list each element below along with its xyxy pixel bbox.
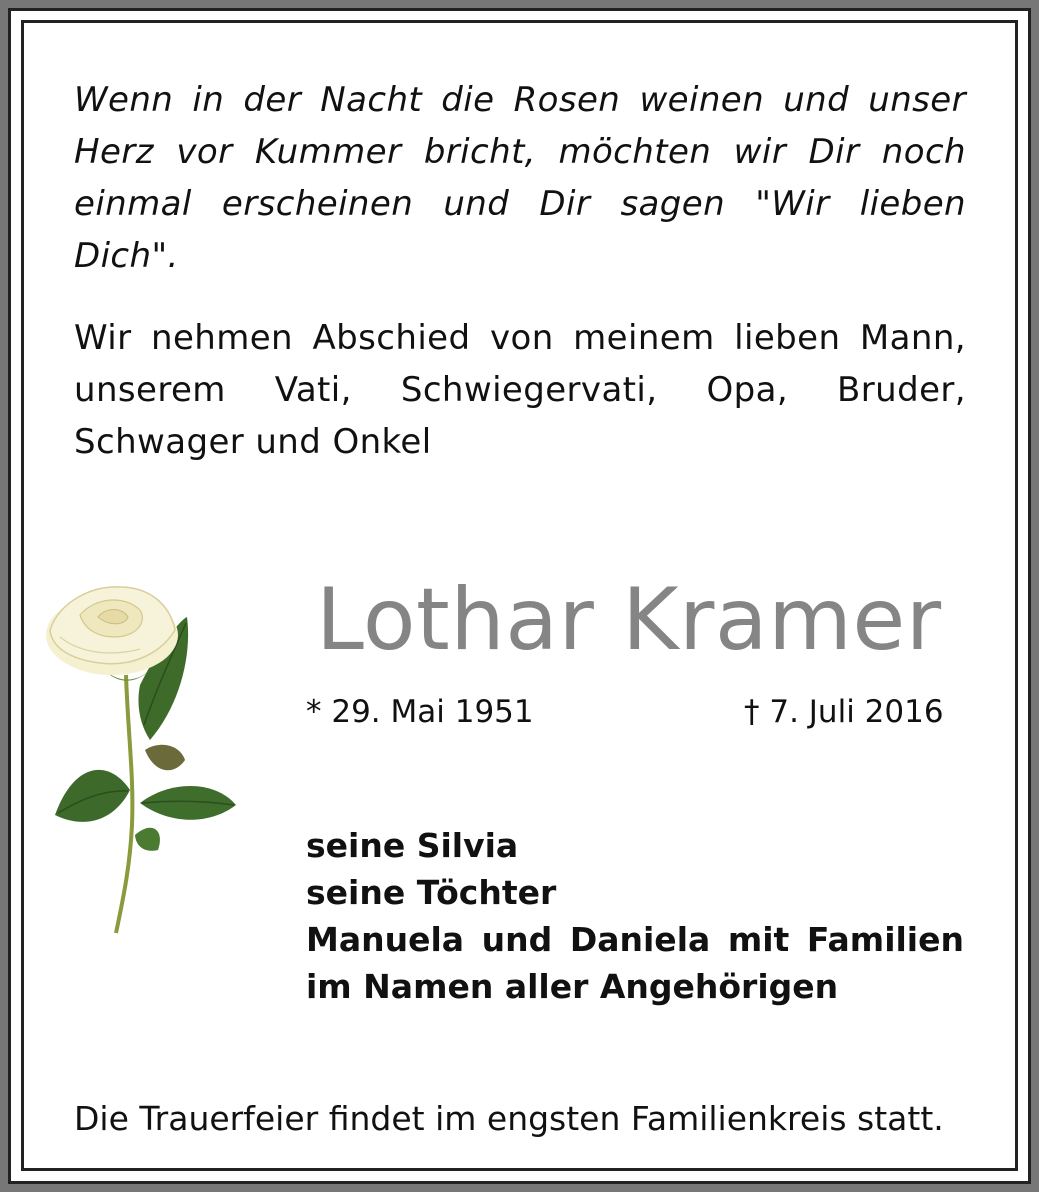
family-line: im Namen aller Angehörigen (306, 967, 839, 1006)
birth-date: * 29. Mai 1951 (306, 694, 534, 730)
family-list (306, 822, 964, 1010)
deceased-name: Lothar Kramer (316, 570, 942, 670)
funeral-note: Die Trauerfeier findet im engsten Familienkreis statt. (74, 1099, 944, 1138)
family-line: Manuela und Daniela mit Familien (306, 920, 964, 959)
farewell-intro: Wir nehmen Abschied von meinem lieben Mann, unserem Vati, Schwiegervati, Opa, Bruder, Schwager und Onkel (74, 318, 966, 462)
death-date: † 7. Juli 2016 (744, 694, 944, 730)
family-line: seine Silvia (306, 826, 519, 865)
white-rose-icon (40, 575, 245, 940)
family-line: seine Töchter (306, 873, 557, 912)
poem-text: Wenn in der Nacht die Rosen weinen und unser Herz vor Kummer bricht, möchten wir Dir noch einmal erscheinen und Dir sagen "Wir lieben Dich". (74, 80, 966, 276)
